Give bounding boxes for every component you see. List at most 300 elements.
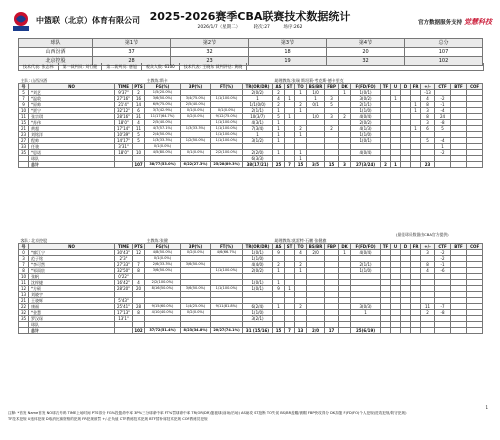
column-header: FR bbox=[411, 244, 421, 250]
stat-cell: 3/6(50.0%) bbox=[181, 262, 211, 268]
stat-cell: 1 bbox=[435, 144, 451, 150]
stat-cell: 1/1(0/0) bbox=[243, 102, 273, 108]
quarter-score-cell: 37 bbox=[93, 48, 171, 57]
stat-cell: 0/1(0.0%) bbox=[211, 108, 243, 114]
stat-cell bbox=[401, 162, 411, 168]
stat-cell: 1/1(100.0%) bbox=[211, 286, 243, 292]
stat-cell: 1/1(100.0%) bbox=[211, 268, 243, 274]
stat-cell: 11/17(64.7%) bbox=[145, 114, 181, 120]
stat-cell bbox=[401, 328, 411, 334]
footnotes bbox=[8, 410, 492, 422]
sponsor-brand: 觉慧科技 bbox=[464, 18, 492, 26]
stat-cell: 2(1/1) bbox=[351, 262, 381, 268]
footnote-line: TF技术犯规 U违体犯规 D取消比赛资格的犯规 FR犯规被罚 +/-正负值 CTF教练技术犯规 BTF替补席技术犯规 COF教练员犯规 bbox=[8, 417, 208, 421]
stat-cell: 6 bbox=[421, 126, 435, 132]
stat-cell: 32'12" bbox=[115, 108, 133, 114]
quarter-header-cell: 第3节 bbox=[249, 39, 327, 48]
quarter-score-cell: 18 bbox=[249, 48, 327, 57]
player-name-cell: 总计 bbox=[29, 162, 115, 168]
team-name: 主队: 山西汾酒 bbox=[20, 78, 48, 83]
stat-cell bbox=[19, 162, 29, 168]
stat-cell: 8 bbox=[421, 114, 435, 120]
stat-cell: 5 bbox=[421, 138, 435, 144]
stat-cell: 30'43" bbox=[115, 250, 133, 256]
stat-cell bbox=[435, 162, 451, 168]
stat-cell: 3(0/2) bbox=[351, 96, 381, 102]
stat-cell: 9 bbox=[19, 102, 29, 108]
stat-cell: 10 bbox=[133, 150, 145, 156]
column-header: FR bbox=[411, 84, 421, 90]
stat-cell: 1 bbox=[273, 138, 285, 144]
stat-cell: 2/0 bbox=[307, 328, 325, 334]
player-name-cell: 黄超 bbox=[29, 126, 115, 132]
column-header: ST bbox=[285, 244, 295, 250]
stat-cell: 0/2(0.0%) bbox=[181, 310, 211, 316]
stat-cell: 17 bbox=[325, 328, 339, 334]
stat-cell bbox=[339, 328, 351, 334]
stat-cell: 3'31" bbox=[115, 144, 133, 150]
column-header: TO bbox=[295, 244, 307, 250]
stat-cell: 4/10(40.0%) bbox=[145, 310, 181, 316]
stat-cell: 4(0/4) bbox=[351, 250, 381, 256]
stat-cell: 0 bbox=[19, 250, 29, 256]
stat-cell: 3 bbox=[339, 162, 351, 168]
stat-cell: 23 bbox=[19, 132, 29, 138]
stat-cell: 2'3" bbox=[115, 256, 133, 262]
column-header: FBP bbox=[325, 244, 339, 250]
column-header: U bbox=[391, 244, 401, 250]
stat-cell: 1/3(33.3%) bbox=[181, 126, 211, 132]
stat-cell: 1 bbox=[295, 90, 307, 96]
stat-cell: 18'0" bbox=[115, 150, 133, 156]
player-name-cell: 总计 bbox=[29, 328, 115, 334]
home-team-table bbox=[18, 78, 483, 168]
column-header: NO bbox=[29, 244, 115, 250]
stat-cell: 21 bbox=[19, 298, 29, 304]
stat-cell: 4/5(80.0%) bbox=[145, 150, 181, 156]
stat-cell: 25 bbox=[273, 162, 285, 168]
stat-cell: 18'0" bbox=[115, 120, 133, 126]
stat-cell: 4/7(57.1%) bbox=[145, 126, 181, 132]
game-number: 场序:262 bbox=[283, 25, 303, 30]
stat-cell: 3/6(50.0%) bbox=[181, 286, 211, 292]
player-name-cell: 程帅 bbox=[29, 138, 115, 144]
stat-cell: 31 (15/16) bbox=[243, 328, 273, 334]
stat-cell: 12 bbox=[19, 286, 29, 292]
stat-cell: 8 bbox=[421, 102, 435, 108]
stat-cell: 14 bbox=[133, 102, 145, 108]
stat-cell: 28'20" bbox=[115, 286, 133, 292]
stat-cell: -4 bbox=[435, 108, 451, 114]
org-name: 中篮联（北京）体育有限公司 bbox=[36, 16, 140, 25]
stat-cell: 3(0/3) bbox=[351, 304, 381, 310]
stat-cell: 2 bbox=[295, 262, 307, 268]
stat-cell: 4/6(66.7%) bbox=[211, 250, 243, 256]
stat-cell: 1(0/1) bbox=[243, 250, 273, 256]
player-name-cell: 刘铭洋 bbox=[29, 132, 115, 138]
stat-cell: 25/28(89.3%) bbox=[211, 162, 243, 168]
stat-cell: 1 bbox=[411, 102, 421, 108]
stat-cell: 5 bbox=[273, 114, 285, 120]
stat-cell: 20/27(74.1%) bbox=[211, 328, 243, 334]
stat-cell: 4/8(50.0%) bbox=[145, 250, 181, 256]
column-header: +/- bbox=[421, 84, 435, 90]
stat-cell: 1/5(20.0%) bbox=[145, 90, 181, 96]
quarter-row bbox=[19, 48, 483, 57]
officials-info bbox=[18, 63, 484, 71]
stat-cell bbox=[115, 328, 133, 334]
report-title: 2025-2026赛季CBA联赛技术数据统计 bbox=[149, 10, 351, 23]
column-header: BTF bbox=[451, 244, 467, 250]
stat-cell: 2(0/2) bbox=[243, 90, 273, 96]
column-header: BTF bbox=[451, 84, 467, 90]
stat-cell: 3/6(50.0%) bbox=[145, 268, 181, 274]
player-name-cell: *思诺 bbox=[29, 150, 115, 156]
stat-cell: 5 bbox=[435, 126, 451, 132]
stat-cell: 3/5 bbox=[307, 162, 325, 168]
footnote-line: 注释: *首发 Name首发 NO球衣号码 TIME上场时间 PTS得分 FG%投篮命中率 3P%三分球命中率 FT%罚球命中率 TR(OR/DR)篮板球(前场/后场) AS助攻 ST抢断 TO失误 BS/BR盖帽/被帽 FBP快攻得分 DK扣篮 F(FD/FO)个人犯规(进攻犯规/防守犯规) bbox=[8, 411, 407, 415]
stat-cell: 25'41" bbox=[115, 304, 133, 310]
stat-cell: 1(1/0) bbox=[243, 310, 273, 316]
quarter-score-cell: 32 bbox=[171, 48, 249, 57]
stat-cell: -8 bbox=[435, 120, 451, 126]
stat-cell: 12 bbox=[133, 250, 145, 256]
stat-cell: 16'42" bbox=[115, 280, 133, 286]
stat-cell: 1 bbox=[411, 126, 421, 132]
column-header: DK bbox=[339, 244, 351, 250]
stat-cell: 1/1(100.0%) bbox=[211, 132, 243, 138]
stat-cell: 1(1/0) bbox=[243, 256, 273, 262]
stat-cell: 27 bbox=[19, 138, 29, 144]
quarter-score-table bbox=[18, 38, 483, 66]
stat-cell: 6(3/3) bbox=[243, 156, 273, 162]
stat-cell: 11 bbox=[19, 114, 29, 120]
column-header: PTS bbox=[134, 84, 143, 89]
stat-cell: 2/2(100.0%) bbox=[145, 280, 181, 286]
stat-cell: 1/1(100.0%) bbox=[211, 126, 243, 132]
column-header: CTF bbox=[435, 84, 451, 90]
stat-cell: 15 bbox=[273, 328, 285, 334]
stat-cell: 10 bbox=[19, 108, 29, 114]
stat-cell: 1 bbox=[273, 132, 285, 138]
stat-cell: 16 bbox=[133, 96, 145, 102]
column-header: AS bbox=[273, 84, 285, 90]
stat-cell: 11 bbox=[133, 126, 145, 132]
stat-cell: 4 bbox=[421, 268, 435, 274]
stat-cell: -2 bbox=[435, 250, 451, 256]
column-header: BS/BR bbox=[307, 244, 325, 250]
column-header: 3P(%) bbox=[181, 244, 211, 250]
stat-cell: 14'17" bbox=[115, 138, 133, 144]
stat-cell: 1 bbox=[273, 280, 285, 286]
quarter-score-cell: 23 bbox=[171, 57, 249, 66]
stat-cell: 2 bbox=[133, 90, 145, 96]
stat-cell: 6/9(75.0%) bbox=[145, 102, 181, 108]
stat-cell: 15 bbox=[19, 120, 29, 126]
stat-cell: 1 bbox=[285, 96, 295, 102]
stat-cell bbox=[411, 328, 421, 334]
stat-cell: 7 bbox=[133, 262, 145, 268]
column-header: NO bbox=[29, 84, 115, 90]
stat-cell: 8/23(34.8%) bbox=[181, 328, 211, 334]
stat-cell: 11 bbox=[421, 304, 435, 310]
stat-cell: 2 bbox=[273, 262, 285, 268]
stat-cell: 8 bbox=[19, 268, 29, 274]
player-name-cell: *李可然 bbox=[29, 262, 115, 268]
stat-cell: 3 bbox=[325, 96, 339, 102]
stat-cell: 2 bbox=[295, 126, 307, 132]
stat-cell: 1 bbox=[307, 96, 325, 102]
column-header: D bbox=[401, 244, 411, 250]
stat-cell: 5 bbox=[325, 102, 339, 108]
column-header: TIME bbox=[115, 84, 133, 90]
stat-cell: 2/5(40.0%) bbox=[145, 120, 181, 126]
column-header: ST bbox=[285, 84, 295, 90]
stat-cell: 2 bbox=[273, 102, 285, 108]
stat-cell: 3(1/2) bbox=[243, 138, 273, 144]
quarter-header-row bbox=[19, 39, 483, 48]
stat-cell: 9 bbox=[273, 286, 285, 292]
stat-cell: 24 bbox=[435, 114, 451, 120]
stat-cell: 27(3/24) bbox=[351, 162, 381, 168]
stat-cell: -6 bbox=[435, 268, 451, 274]
stat-cell: 2 bbox=[381, 162, 391, 168]
stat-cell: 3/4(75.0%) bbox=[181, 96, 211, 102]
stat-cell: 3 bbox=[421, 108, 435, 114]
stat-cell: 3/7(42.9%) bbox=[145, 108, 181, 114]
stat-cell: 1(1/0) bbox=[351, 268, 381, 274]
stat-cell: 0/1(0.0%) bbox=[145, 256, 181, 262]
stat-note: (最佳球员数据由CBA官方提供) bbox=[396, 232, 449, 237]
stat-cell: 1/1(100.0%) bbox=[211, 138, 243, 144]
quarter-score-cell: 19 bbox=[249, 57, 327, 66]
stat-cell: 6 bbox=[133, 108, 145, 114]
column-header: TIME bbox=[115, 244, 133, 250]
stat-cell: 21'4" bbox=[115, 102, 133, 108]
stat-cell: 1/2(50.0%) bbox=[181, 138, 211, 144]
stat-cell: 3/6(50.0%) bbox=[145, 96, 181, 102]
player-name-cell: *苏伟 bbox=[29, 120, 115, 126]
stat-cell: 3 bbox=[325, 114, 339, 120]
away-team-table bbox=[18, 238, 483, 334]
stat-cell: 4(3/1) bbox=[243, 120, 273, 126]
stat-cell: 7 bbox=[285, 328, 295, 334]
stat-cell: 2/2(100.0%) bbox=[211, 150, 243, 156]
stat-cell: 2(1/1) bbox=[243, 108, 273, 114]
stat-cell: -2 bbox=[435, 256, 451, 262]
stat-cell: 2 bbox=[295, 304, 307, 310]
stat-cell: 32'50" bbox=[115, 268, 133, 274]
stat-cell: 0'22" bbox=[115, 274, 133, 280]
stat-cell: -8 bbox=[435, 310, 451, 316]
stat-cell: 31 bbox=[133, 114, 145, 120]
quarter-header-cell: 第2节 bbox=[171, 39, 249, 48]
stat-cell: 107 bbox=[134, 162, 143, 167]
stat-cell: 35 bbox=[19, 316, 29, 322]
stat-cell: 1 bbox=[243, 132, 273, 138]
stat-cell: 21 bbox=[19, 126, 29, 132]
stat-cell: 4 bbox=[133, 280, 145, 286]
stat-cell: 6(2/4) bbox=[243, 304, 273, 310]
stat-cell: -2 bbox=[435, 150, 451, 156]
stat-cell: 2 bbox=[273, 90, 285, 96]
stat-cell: 2/5(40.0%) bbox=[181, 102, 211, 108]
column-header: FBP bbox=[325, 84, 339, 90]
stat-cell bbox=[421, 328, 435, 334]
stat-cell: 0/1 bbox=[307, 102, 325, 108]
column-header: DK bbox=[339, 84, 351, 90]
player-name-cell: 刘晓宇 bbox=[29, 292, 115, 298]
stat-cell: 13'1" bbox=[115, 316, 133, 322]
quarter-header-cell: 球队 bbox=[19, 39, 93, 48]
quarter-header-cell: 第1节 bbox=[93, 39, 171, 48]
stat-cell: 0/2(0.0%) bbox=[181, 250, 211, 256]
column-header: BS/BR bbox=[307, 84, 325, 90]
player-name-cell: *金慧 bbox=[29, 310, 115, 316]
column-header: F(FD/FO) bbox=[351, 84, 381, 90]
stat-cell: 5 bbox=[133, 138, 145, 144]
column-header: PTS bbox=[134, 244, 143, 249]
stat-cell bbox=[467, 162, 483, 168]
page-number: 1 bbox=[485, 405, 488, 410]
stat-cell: 1 bbox=[285, 114, 295, 120]
stat-cell: 102 bbox=[134, 328, 143, 333]
stat-cell: 33 bbox=[19, 144, 29, 150]
stat-cell: 1 bbox=[273, 268, 285, 274]
stat-cell: 9 bbox=[273, 250, 285, 256]
stat-cell bbox=[435, 328, 451, 334]
official-info-item: 技术代表: 王晓东 裁判评估: 黄晓 bbox=[180, 63, 248, 70]
stat-cell: 4 bbox=[295, 250, 307, 256]
player-name-cell: 张帆 bbox=[29, 274, 115, 280]
column-header: COF bbox=[467, 84, 483, 90]
stat-cell: 13 bbox=[19, 292, 29, 298]
stat-cell: 2(0/2) bbox=[351, 120, 381, 126]
quarter-score-cell: 32 bbox=[327, 57, 405, 66]
column-header: +/- bbox=[421, 244, 435, 250]
player-name-cell: *廖江宁 bbox=[29, 250, 115, 256]
stat-cell: 32 bbox=[19, 310, 29, 316]
stat-cell bbox=[451, 162, 467, 168]
stat-cell: 23 bbox=[421, 162, 435, 168]
official-info-item: 第二裁判员: 唐旭 bbox=[102, 63, 142, 70]
team-name-cell: 山西汾酒 bbox=[19, 48, 93, 57]
column-header: CTF bbox=[435, 244, 451, 250]
stat-cell: 1 bbox=[391, 162, 401, 168]
player-name-cell: *刘艺 bbox=[29, 90, 115, 96]
stat-cell bbox=[411, 162, 421, 168]
stat-cell: 1 bbox=[295, 108, 307, 114]
column-header: AS bbox=[273, 244, 285, 250]
stat-cell: 3 bbox=[19, 256, 29, 262]
stat-cell: 3(2/1) bbox=[243, 316, 273, 322]
player-name-cell: *温敦 bbox=[29, 96, 115, 102]
stat-cell: 1(0/1) bbox=[351, 138, 381, 144]
stat-cell: 8/16(50.0%) bbox=[145, 286, 181, 292]
stat-cell: 6/22(27.3%) bbox=[181, 162, 211, 168]
column-header: COF bbox=[467, 244, 483, 250]
player-name-cell: *邹雨宸 bbox=[29, 268, 115, 274]
team-total-row bbox=[19, 328, 483, 334]
stat-cell: 1 bbox=[273, 120, 285, 126]
stat-cell: 8 bbox=[133, 268, 145, 274]
stat-cell: 0/2(0.0%) bbox=[181, 114, 211, 120]
stat-cell: 27'16" bbox=[115, 96, 133, 102]
player-name-cell: 任骏 bbox=[29, 144, 115, 150]
stat-cell: 25(6/19) bbox=[351, 328, 381, 334]
stat-cell: 1 bbox=[243, 96, 273, 102]
column-header: 3P(%) bbox=[181, 84, 211, 90]
official-info-item: 第一裁判员: 刘行健 bbox=[59, 63, 103, 70]
column-header: FT(%) bbox=[211, 244, 243, 250]
stat-cell bbox=[451, 328, 467, 334]
quarter-score-cell: 20 bbox=[327, 48, 405, 57]
stat-cell: 20 bbox=[133, 286, 145, 292]
stat-cell: 1 bbox=[295, 150, 307, 156]
stat-cell: 17'13" bbox=[115, 310, 133, 316]
sponsor-text: 官方数据服务支持 bbox=[418, 20, 463, 26]
player-name-cell: 范子铭 bbox=[29, 256, 115, 262]
official-info-item: 观众人数: 6100 bbox=[142, 63, 180, 70]
stat-cell bbox=[467, 328, 483, 334]
stat-cell: 37/72(51.4%) bbox=[145, 328, 181, 334]
stat-cell: 0/1(0.0%) bbox=[181, 150, 211, 156]
stat-cell: 4(0/4) bbox=[351, 114, 381, 120]
stat-cell: 1 bbox=[295, 132, 307, 138]
column-header: TF bbox=[381, 244, 391, 250]
quarter-header-cell: 总分 bbox=[405, 39, 483, 48]
column-header: FG(%) bbox=[145, 84, 181, 90]
player-name-cell: 康福 bbox=[29, 304, 115, 310]
stat-cell: 13 bbox=[295, 328, 307, 334]
column-header: TR(OR/DR) bbox=[243, 244, 273, 250]
column-header: FT(%) bbox=[211, 84, 243, 90]
quarter-score-cell: 28 bbox=[93, 57, 171, 66]
stat-cell: 1 bbox=[273, 150, 285, 156]
stat-cell: 7 bbox=[19, 96, 29, 102]
player-name-cell: 王骁辉 bbox=[29, 298, 115, 304]
stat-cell: 28'16" bbox=[115, 114, 133, 120]
stat-cell: 9/11(81.8%) bbox=[211, 304, 243, 310]
stat-cell: -1 bbox=[435, 262, 451, 268]
stat-cell bbox=[115, 162, 133, 168]
stat-cell: 0/1(0.0%) bbox=[181, 108, 211, 114]
stat-cell: 1/1(100.0%) bbox=[211, 96, 243, 102]
player-name-cell: *贾宁 bbox=[29, 108, 115, 114]
team-name: 客队: 北京控股 bbox=[20, 238, 48, 243]
column-header: 号 bbox=[19, 84, 29, 90]
stat-cell: 1 bbox=[273, 126, 285, 132]
stat-cell: 15 bbox=[325, 162, 339, 168]
player-name-cell: 球队 bbox=[29, 156, 115, 162]
stat-cell: 0/1(0.0%) bbox=[145, 144, 181, 150]
stat-cell: 2/6(33.3%) bbox=[145, 262, 181, 268]
player-name-cell: 罗汉琛 bbox=[29, 316, 115, 322]
stat-cell: 3 bbox=[421, 250, 435, 256]
quarter-score-cell: 107 bbox=[405, 48, 483, 57]
stat-cell: 1 bbox=[285, 286, 295, 292]
stat-cell: 9/12(75.0%) bbox=[211, 114, 243, 120]
stat-cell bbox=[391, 328, 401, 334]
stat-cell: 38/77(53.0%) bbox=[145, 162, 181, 168]
game-round: 轮次:27 bbox=[253, 25, 270, 30]
stat-cell: 1 bbox=[351, 310, 381, 316]
stat-cell: 17'14" bbox=[115, 126, 133, 132]
stat-cell: 1 bbox=[339, 250, 351, 256]
stat-cell: 5 bbox=[19, 90, 29, 96]
stat-cell: 1(1/0) bbox=[351, 108, 381, 114]
stat-cell: 10 bbox=[19, 274, 29, 280]
